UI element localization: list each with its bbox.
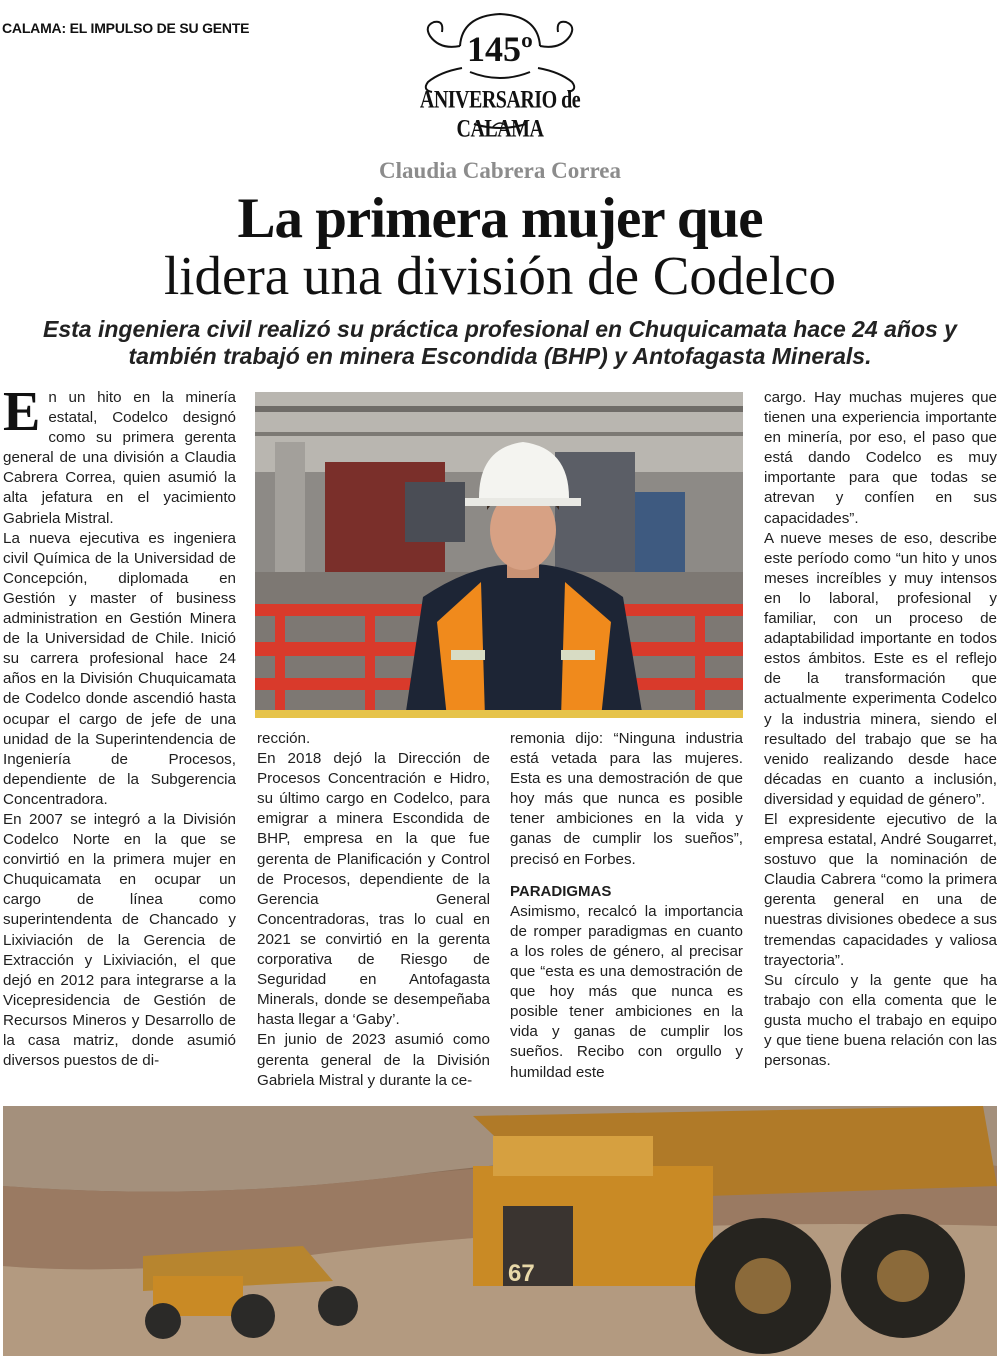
article-column-3: [510, 729, 743, 1083]
mining-trucks-photo: [3, 1106, 997, 1356]
section-subhead: PARADIGMAS: [510, 882, 612, 900]
paragraph: cargo. Hay muchas mujeres que tienen una experiencia importante en minería, por eso, el paso que está dando Codelco es muy importante para que todas se atrevan y confíen en sus capacidades”.: [764, 389, 997, 527]
article-column-4: [764, 388, 997, 1071]
seal-number: 145º: [467, 29, 533, 69]
article-byline: Claudia Cabrera Correa: [379, 158, 621, 183]
article-deck: [40, 316, 960, 370]
engineer-photo: [255, 392, 743, 718]
paragraph: A nueve meses de eso, describe este período como “un hito y unos meses increíbles y muy intensos en lo laboral, profesional y familiar, con un proceso de adaptabilidad importante en todos estos ámbitos. Este es el reflejo de la transformación que actualmente experimenta Codelco y la industria minera, siendo el resultado del trabajo que se ha venido realizando desde hace décadas en cuanto a inclusión, diversidad y equidad de género”.: [764, 529, 997, 808]
section-kicker: CALAMA: EL IMPULSO DE SU GENTE: [2, 20, 250, 36]
paragraph: La nueva ejecutiva es ingeniera civil Química de la Universidad de Concepción, diplomada en Gestión y master of business administration en Gestión Minera de la Universidad de Chile. Inició su carrera profesional hace 24 años en la División Chuquicamata de Codelco donde ascendió hasta ocupar el cargo de jefe de una unidad de la Superintendencia de Ingeniería de Procesos, dependiente de la Subgerencia Concentradora.: [3, 529, 236, 808]
seal-caption: ANIVERSARIO de CALAMA: [419, 86, 581, 143]
headline-line-1: La primera mujer que: [237, 187, 763, 250]
paragraph: En 2018 dejó la Dirección de Procesos Concentración e Hidro, su último cargo en Codelco, para emigrar a minera Escondida de BHP, empresa en la que fue gerenta de Planificación y Control de Procesos, dependiente de la Gerencia General Concentradoras, tras lo cual en 2021 se convirtió en la gerenta corporativa de Riesgo de Seguridad en Antofagasta Minerals, donde se desempeñaba hasta llegar a ‘Gaby’.: [257, 750, 490, 1029]
headline-line-2: lidera una división de Codelco: [163, 245, 837, 306]
truck-number: 67: [508, 1260, 535, 1287]
paragraph: n un hito en la minería estatal, Codelco designó como su primera gerenta general de una división a Claudia Cabrera Correa, quien asumió la alta jefatura en el yacimiento Gabriela Mistral.: [3, 389, 236, 527]
paragraph: Su círculo y la gente que ha trabajo con ella comenta que le gusta mucho el trabajo en equipo y que tiene buena relación con las personas.: [764, 971, 997, 1070]
drop-cap: E: [3, 381, 41, 443]
paragraph: En junio de 2023 asumió como gerenta general de la División Gabriela Mistral y durante la ce-: [257, 1031, 490, 1089]
article-column-2: [257, 729, 490, 1091]
paragraph: En 2007 se integró a la División Codelco Norte en la que se convirtió en la primera mujer en Chuquicamata en ocupar un cargo de línea como superintendenta de Chancado y Lixiviación de la Gerencia de Extracción y Lixiviación, el que dejó en 2012 para integrarse a la Vicepresidencia de Gestión de Recursos Mineros y Desarrollo de la casa matriz, donde asumió diversos puestos de di-: [3, 810, 236, 1070]
paragraph: remonia dijo: “Ninguna industria está vetada para las mujeres. Esta es una demostración de que hoy más que nunca es posible tener ambiciones en la vida y ganas de cumplir los sueños”, precisó en Forbes.: [510, 730, 743, 868]
article-column-1: [3, 381, 236, 1071]
paragraph: rección.: [257, 730, 311, 747]
paragraph: El expresidente ejecutivo de la empresa estatal, André Sougarret, sostuvo que la nominación de Claudia Cabrera “como la primera gerenta general en una de nuestras divisiones obedece a sus tremendas capacidades y valiosa trayectoria”.: [764, 810, 997, 969]
paragraph: Asimismo, recalcó la importancia de romper paradigmas en cuanto a los roles de género, al precisar que “esta es una demostración de que hoy más que nunca es posible tener ambiciones en la vida y ganas de cumplir los sueños. Recibo con orgullo y humildad este: [510, 902, 743, 1081]
deck-line-2: también trabajó en minera Escondida (BHP) y Antofagasta Minerals.: [128, 343, 872, 369]
deck-line-1: Esta ingeniera civil realizó su práctica profesional en Chuquicamata hace 24 años y: [43, 316, 957, 342]
anniversary-seal: [400, 6, 600, 143]
